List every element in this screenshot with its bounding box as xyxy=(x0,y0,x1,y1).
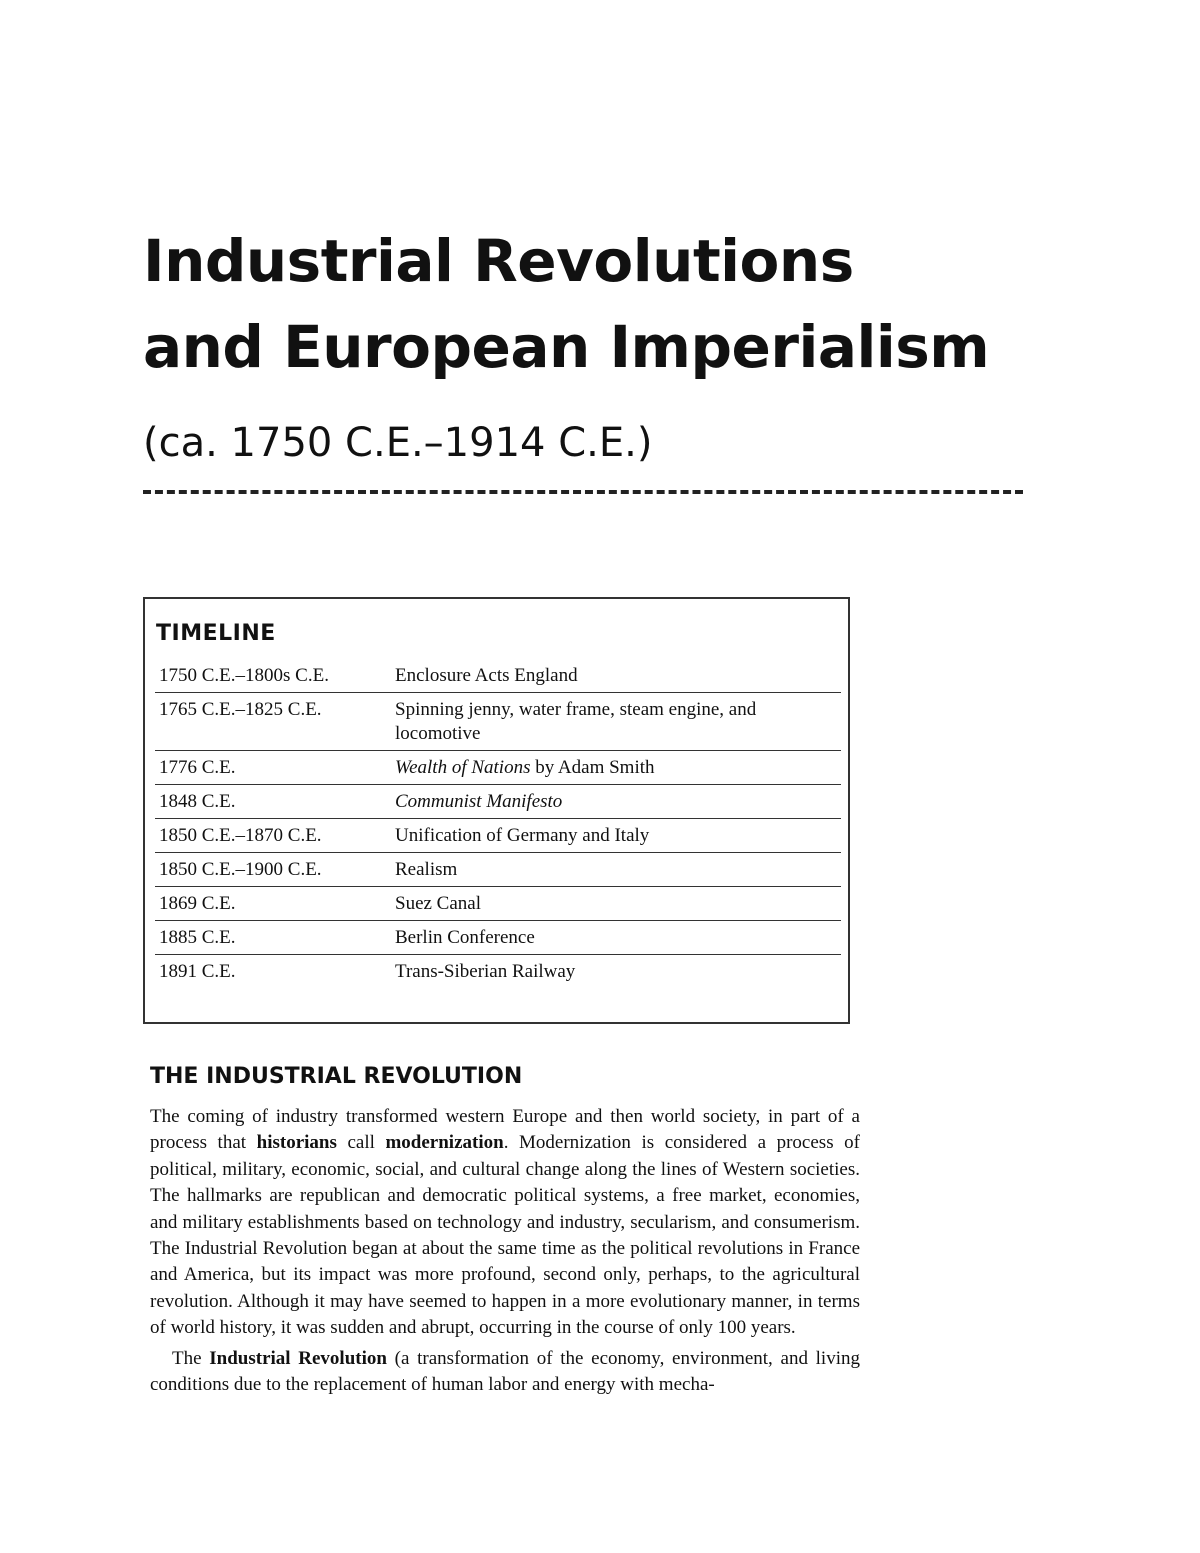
timeline-heading: TIMELINE xyxy=(156,621,276,646)
timeline-event: Trans-Siberian Railway xyxy=(395,961,576,982)
timeline-date: 1885 C.E. xyxy=(155,921,391,955)
timeline-row xyxy=(155,921,841,955)
timeline-event: Suez Canal xyxy=(391,887,841,921)
timeline-date: 1776 C.E. xyxy=(155,751,391,785)
timeline-event: Unification of Germany and Italy xyxy=(391,819,841,853)
timeline-row xyxy=(155,853,841,887)
timeline-date: 1750 C.E.–1800s C.E. xyxy=(155,659,391,693)
chapter-title-line-2: and European Imperialism xyxy=(143,313,990,381)
timeline-event: Spinning jenny, water frame, steam engine, and locomotive xyxy=(391,693,841,751)
timeline-row xyxy=(155,955,841,989)
chapter-title-line-1: Industrial Revolutions xyxy=(143,227,854,295)
timeline-row xyxy=(155,819,841,853)
timeline-row xyxy=(155,659,841,693)
timeline-event-rest: by Adam Smith xyxy=(530,757,655,778)
title-divider xyxy=(143,490,1023,494)
timeline-row xyxy=(155,693,841,751)
timeline-row xyxy=(155,887,841,921)
paragraph xyxy=(150,1346,860,1399)
key-term: modernization xyxy=(385,1132,504,1154)
chapter-dates: (ca. 1750 C.E.–1914 C.E.) xyxy=(143,420,653,466)
text-run: . Modernization is considered a process of political, military, economic, social, and cultural change along the lines of Western societies. The hallmarks are republican and democratic political systems, a free market, economies, and military establishments based on technology and industry, secularism, and consumerism. The Industrial Revolution began at about the same time as the political revolutions in France and America, but its impact was more profound, second only, perhaps, to the agricultural revolution. Although it may have seemed to happen in a more evolutionary manner, in terms of world history, it was sudden and abrupt, occurring in the course of only 100 years. xyxy=(150,1132,860,1339)
timeline-date: 1848 C.E. xyxy=(155,785,391,819)
book-title: Wealth of Nations xyxy=(395,757,531,778)
timeline-event: Enclosure Acts England xyxy=(391,659,841,693)
timeline-event: Berlin Conference xyxy=(391,921,841,955)
book-title: Communist Manifesto xyxy=(395,791,563,812)
timeline-row xyxy=(155,785,841,819)
paragraph xyxy=(150,1104,860,1342)
timeline-table xyxy=(155,659,841,988)
key-term: historians xyxy=(256,1132,337,1154)
text-run: The xyxy=(172,1347,210,1369)
timeline-box xyxy=(143,597,850,1024)
timeline-row xyxy=(155,751,841,785)
timeline-date: 1891 C.E. xyxy=(159,961,236,982)
timeline-date: 1869 C.E. xyxy=(155,887,391,921)
text-run: (a transformation of the economy, environment, and living conditions due to the replacement of human labor and energy with mecha- xyxy=(150,1347,860,1396)
section-heading: THE INDUSTRIAL REVOLUTION xyxy=(150,1064,523,1089)
timeline-date: 1765 C.E.–1825 C.E. xyxy=(155,693,391,751)
timeline-event: Realism xyxy=(391,853,841,887)
key-term: Industrial Revolution xyxy=(209,1347,387,1369)
timeline-event xyxy=(391,785,841,819)
timeline-date: 1850 C.E.–1900 C.E. xyxy=(155,853,391,887)
text-run: call xyxy=(336,1132,386,1154)
body-text xyxy=(150,1104,860,1398)
timeline-event xyxy=(391,751,841,785)
timeline-date: 1850 C.E.–1870 C.E. xyxy=(155,819,391,853)
chapter-title xyxy=(143,218,1043,390)
text-run: The coming of industry transformed western Europe and then world society, in part of a process that xyxy=(150,1106,860,1154)
